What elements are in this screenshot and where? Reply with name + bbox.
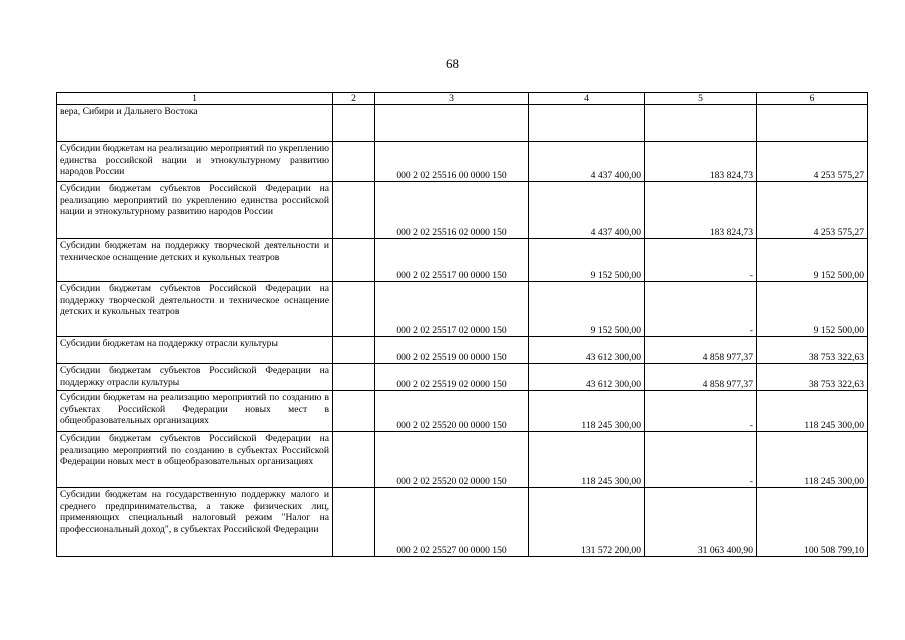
row-name: Субсидии бюджетам субъектов Российской Федерации на поддержку творческой деятельности и техническое оснащение детских и кукольных театров <box>57 282 333 337</box>
row-code: 000 2 02 25516 00 0000 150 <box>375 142 529 182</box>
row-name: Субсидии бюджетам на реализацию мероприятий по созданию в субъектах Российской Федерации новых мест в общеобразовательных организациях <box>57 391 333 432</box>
row-col4: 9 152 500,00 <box>529 282 645 337</box>
row-name: Субсидии бюджетам на государственную поддержку малого и среднего предпринимательства, а также физических лиц, применяющих специальный налоговый режим "Налог на профессиональный доход", в субъектах Российской Федерации <box>57 488 333 557</box>
row-col2 <box>333 432 375 488</box>
table-row <box>57 391 868 432</box>
row-col4: 9 152 500,00 <box>529 239 645 282</box>
table-row <box>57 142 868 182</box>
row-col6: 9 152 500,00 <box>757 239 868 282</box>
row-col2 <box>333 182 375 239</box>
row-code: 000 2 02 25519 00 0000 150 <box>375 337 529 364</box>
row-col4 <box>529 105 645 142</box>
table-row <box>57 105 868 142</box>
row-col5 <box>645 105 757 142</box>
column-header: 2 <box>333 93 375 105</box>
row-col4: 118 245 300,00 <box>529 391 645 432</box>
row-col5: 183 824,73 <box>645 182 757 239</box>
row-col5: 183 824,73 <box>645 142 757 182</box>
column-header: 4 <box>529 93 645 105</box>
table-row <box>57 182 868 239</box>
row-col6: 118 245 300,00 <box>757 432 868 488</box>
row-col6 <box>757 105 868 142</box>
row-col4: 4 437 400,00 <box>529 142 645 182</box>
page-number: 68 <box>446 56 459 71</box>
table-row <box>57 432 868 488</box>
row-col4: 118 245 300,00 <box>529 432 645 488</box>
row-name: Субсидии бюджетам на поддержку творческой деятельности и техническое оснащение детских и кукольных театров <box>57 239 333 282</box>
row-col4: 131 572 200,00 <box>529 488 645 557</box>
row-name: Субсидии бюджетам на реализацию мероприятий по укреплению единства российской нации и этнокультурному развитию народов России <box>57 142 333 182</box>
row-col5: 31 063 400,90 <box>645 488 757 557</box>
row-col5: - <box>645 239 757 282</box>
table-row <box>57 364 868 391</box>
row-code: 000 2 02 25516 02 0000 150 <box>375 182 529 239</box>
row-col2 <box>333 105 375 142</box>
row-name: вера, Сибири и Дальнего Востока <box>57 105 333 142</box>
row-name: Субсидии бюджетам субъектов Российской Федерации на реализацию мероприятий по укреплению единства российской нации и этнокультурному развитию народов России <box>57 182 333 239</box>
row-col5: - <box>645 391 757 432</box>
row-col4: 43 612 300,00 <box>529 364 645 391</box>
column-header: 1 <box>57 93 333 105</box>
row-code: 000 2 02 25520 00 0000 150 <box>375 391 529 432</box>
row-col5: - <box>645 432 757 488</box>
row-name: Субсидии бюджетам на поддержку отрасли культуры <box>57 337 333 364</box>
table-row <box>57 337 868 364</box>
row-code: 000 2 02 25517 02 0000 150 <box>375 282 529 337</box>
row-col6: 9 152 500,00 <box>757 282 868 337</box>
row-col2 <box>333 142 375 182</box>
column-header: 3 <box>375 93 529 105</box>
row-name: Субсидии бюджетам субъектов Российской Федерации на поддержку отрасли культуры <box>57 364 333 391</box>
table-header-row <box>57 93 868 105</box>
row-code: 000 2 02 25520 02 0000 150 <box>375 432 529 488</box>
row-code <box>375 105 529 142</box>
row-col5: 4 858 977,37 <box>645 364 757 391</box>
row-col4: 43 612 300,00 <box>529 337 645 364</box>
row-col6: 38 753 322,63 <box>757 364 868 391</box>
row-col2 <box>333 364 375 391</box>
row-col6: 38 753 322,63 <box>757 337 868 364</box>
row-col5: 4 858 977,37 <box>645 337 757 364</box>
row-col6: 4 253 575,27 <box>757 142 868 182</box>
row-col2 <box>333 391 375 432</box>
row-col6: 100 508 799,10 <box>757 488 868 557</box>
row-code: 000 2 02 25527 00 0000 150 <box>375 488 529 557</box>
column-header: 5 <box>645 93 757 105</box>
row-col5: - <box>645 282 757 337</box>
row-col6: 118 245 300,00 <box>757 391 868 432</box>
row-col4: 4 437 400,00 <box>529 182 645 239</box>
table-row <box>57 488 868 557</box>
row-name: Субсидии бюджетам субъектов Российской Федерации на реализацию мероприятий по созданию в субъектах Российской Федерации новых мест в общеобразовательных организациях <box>57 432 333 488</box>
row-code: 000 2 02 25519 02 0000 150 <box>375 364 529 391</box>
row-col2 <box>333 282 375 337</box>
table-row <box>57 239 868 282</box>
row-col2 <box>333 239 375 282</box>
row-code: 000 2 02 25517 00 0000 150 <box>375 239 529 282</box>
row-col2 <box>333 488 375 557</box>
column-header: 6 <box>757 93 868 105</box>
row-col6: 4 253 575,27 <box>757 182 868 239</box>
row-col2 <box>333 337 375 364</box>
budget-table <box>56 92 868 557</box>
table-row <box>57 282 868 337</box>
